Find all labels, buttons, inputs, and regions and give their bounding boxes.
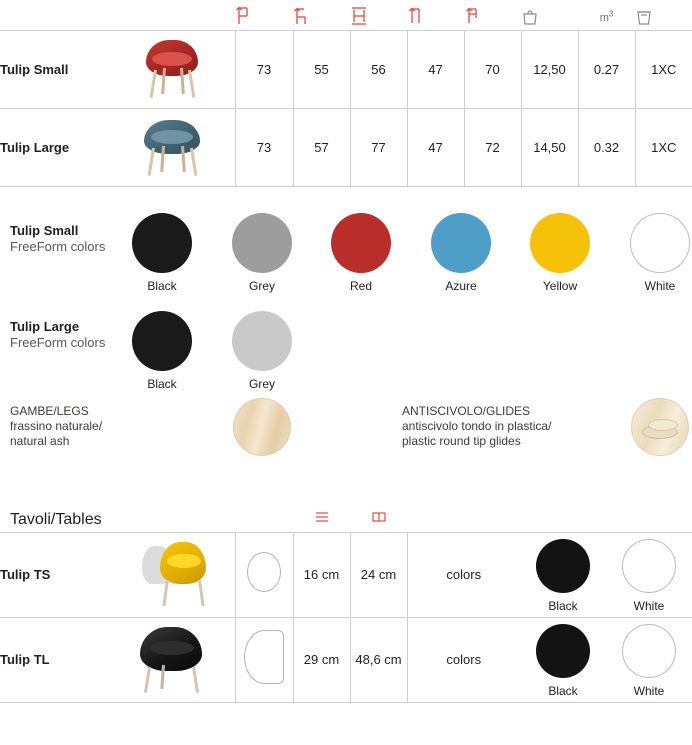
value-arm-height: 70: [464, 30, 521, 108]
dimensions-table: [0, 0, 692, 187]
color-swatch-white[interactable]: [630, 213, 690, 273]
header-spacer-shape: [235, 510, 293, 533]
table-product-name: Tulip TS: [0, 532, 130, 617]
value-width: 77: [350, 108, 407, 186]
color-name: Black: [147, 376, 177, 391]
table-swatch-black-cell: [520, 532, 606, 617]
weight-icon: [521, 0, 578, 30]
table-dim1: 29 cm: [293, 617, 350, 702]
header-spacer-image: [130, 510, 235, 533]
colors-subtitle: FreeForm colors: [10, 238, 106, 254]
table-colors-label: colors: [407, 617, 520, 702]
swatch-name: White: [633, 683, 665, 698]
header-spacer: [0, 0, 130, 30]
round-top-shape: [235, 532, 293, 617]
color-swatch-azure[interactable]: [431, 213, 491, 273]
value-depth: 47: [407, 108, 464, 186]
dimension-icon-header-row: [0, 0, 692, 30]
table-swatch-black-cell: [520, 617, 606, 702]
glides-material-text: [402, 404, 551, 449]
height-icon: [235, 0, 293, 30]
table-swatch-white-cell: [606, 617, 692, 702]
arm-height-icon: [464, 0, 521, 30]
table-dim2: 48,6 cm: [350, 617, 407, 702]
glides-line3: plastic round tip glides: [402, 433, 521, 448]
value-depth: 47: [407, 30, 464, 108]
table-swatch-white[interactable]: [622, 539, 676, 593]
tulip-large-colors-block: [0, 297, 692, 392]
volume-icon: $m^3$: [599, 8, 614, 24]
value-packaging: 1XC: [635, 108, 692, 186]
color-swatch-black[interactable]: [132, 213, 192, 273]
value-weight: 12,50: [521, 30, 578, 108]
table-row: [0, 532, 692, 617]
tulip-ts-yellow-chair: [130, 532, 235, 617]
color-name: Grey: [248, 376, 275, 391]
tulip-small-colors-block: [0, 187, 692, 297]
product-name: Tulip Large: [0, 108, 130, 186]
swatch-name: White: [633, 598, 665, 613]
ash-wood-swatch: [233, 398, 291, 456]
glides-title: ANTISCIVOLO/GLIDES: [402, 403, 531, 418]
colors-title: Tulip Small: [10, 222, 79, 238]
value-volume: 0.32: [578, 108, 635, 186]
legs-line2: frassino naturale/: [10, 418, 103, 433]
table-swatch-white-cell: [606, 532, 692, 617]
table-swatch-white[interactable]: [622, 624, 676, 678]
tulip-small-red-chair: [130, 30, 235, 108]
tulip-small-colors-label: [10, 223, 105, 255]
tulip-large-colors-label: [10, 319, 105, 351]
value-width: 56: [350, 30, 407, 108]
color-name: Black: [147, 278, 177, 293]
value-weight: 14,50: [521, 108, 578, 186]
color-name: Azure: [445, 278, 477, 293]
tables-section-title: Tavoli/Tables: [10, 510, 102, 528]
materials-block: [0, 392, 692, 482]
colors-subtitle: FreeForm colors: [10, 334, 106, 350]
value-volume: 0.27: [578, 30, 635, 108]
depth-icon: [407, 0, 464, 30]
d-top-shape: [235, 617, 293, 702]
packaging-icon: [635, 0, 692, 30]
glides-line2: antiscivolo tondo in plastica/: [402, 418, 552, 433]
header-spacer-image: [130, 0, 235, 30]
value-packaging: 1XC: [635, 30, 692, 108]
table-swatch-black[interactable]: [536, 624, 590, 678]
header-spacer-colors: [407, 510, 520, 533]
seat-height-icon: [293, 0, 350, 30]
table-row: [0, 108, 692, 186]
colors-title: Tulip Large: [10, 318, 80, 334]
table-row: [0, 30, 692, 108]
legs-title: GAMBE/LEGS: [10, 403, 89, 418]
legs-line3: natural ash: [10, 433, 70, 448]
table-dim2: 24 cm: [350, 532, 407, 617]
tulip-large-blue-chair: [130, 108, 235, 186]
product-name: Tulip Small: [0, 30, 130, 108]
color-name: Grey: [248, 278, 275, 293]
table-product-name: Tulip TL: [0, 617, 130, 702]
table-height-icon: [293, 510, 350, 533]
header-spacer-sw1: [520, 510, 606, 533]
color-swatch-yellow[interactable]: [530, 213, 590, 273]
legs-material-text: [10, 404, 102, 449]
tables-header-row: [0, 510, 692, 533]
color-swatch-grey[interactable]: [232, 213, 292, 273]
tulip-tl-black-chair: [130, 617, 235, 702]
value-seat-height: 57: [293, 108, 350, 186]
table-dim1: 16 cm: [293, 532, 350, 617]
width-icon: [350, 0, 407, 30]
color-swatch-black[interactable]: [132, 311, 192, 371]
value-arm-height: 72: [464, 108, 521, 186]
swatch-name: Black: [548, 598, 578, 613]
color-name: White: [644, 278, 676, 293]
table-width-icon: [350, 510, 407, 533]
color-name: Red: [349, 278, 372, 293]
header-spacer-sw2: [606, 510, 692, 533]
plastic-glide-swatch: [631, 398, 689, 456]
table-swatch-black[interactable]: [536, 539, 590, 593]
value-height: 73: [235, 30, 293, 108]
table-row: [0, 617, 692, 702]
color-swatch-red[interactable]: [331, 213, 391, 273]
value-seat-height: 55: [293, 30, 350, 108]
swatch-name: Black: [548, 683, 578, 698]
value-height: 73: [235, 108, 293, 186]
tables-table: [0, 510, 692, 703]
color-name: Yellow: [542, 278, 578, 293]
color-swatch-grey[interactable]: [232, 311, 292, 371]
table-colors-label: colors: [407, 532, 520, 617]
